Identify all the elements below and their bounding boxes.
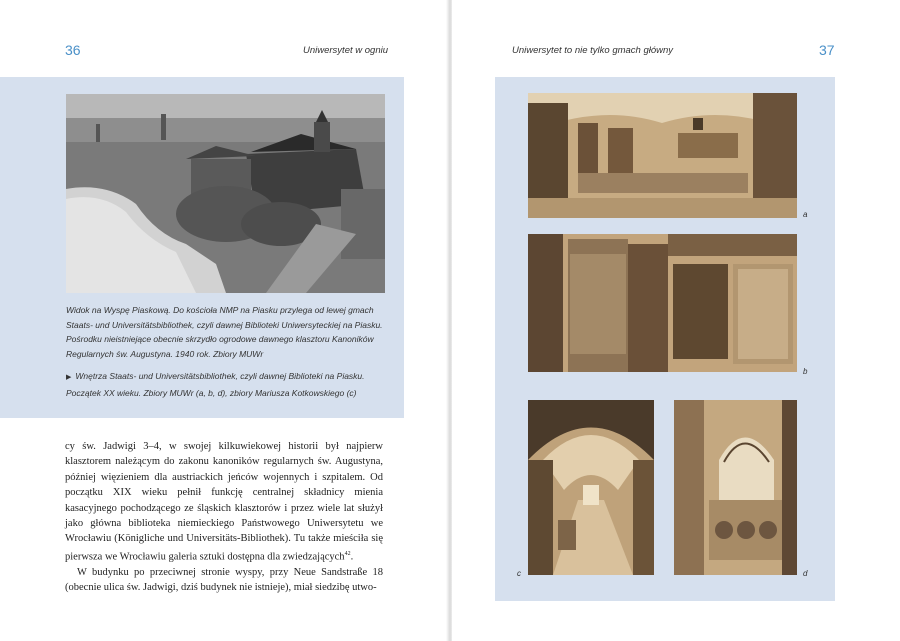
page-number-right: 37 (819, 42, 835, 58)
running-title-left: Uniwersytet w ogniu (303, 45, 389, 56)
body-text (65, 439, 383, 596)
photo-label-a: a (803, 210, 808, 219)
left-page (0, 0, 448, 641)
library-corridor-photo-c (528, 400, 654, 575)
body-paragraph: cy św. Jadwigi 3–4, w swojej kilkuwiekowej historii był najpierw klasztorem należącym do zakonu kanoników regularnych św. Augustyna, później więzieniem dla austriackich jeńców wojennych i szpitalem. Od początku XIX wieku pełnił funkcję centralnej składnicy mienia kasacyjnego pochodzącego ze śląskich klasztorów i przez wiele lat służył jako główna biblioteka niemieckiego Państwowego Uniwersytetu we Wrocławiu (Königliche und Universitäts-Bibliothek). Tu także mieściła się pierwsza we Wrocławiu galeria sztuki dostępna dla zwiedzających$^{42}$. (65, 441, 383, 563)
library-interior-photo-b (528, 234, 797, 372)
photo-label-b: b (803, 367, 808, 376)
figure-caption: Widok na Wyspę Piaskową. Do kościoła NMP na Piasku przylega od lewej gmach Staats- und Universitätsbibliothek, czyli dawnej Biblioteki Uniwersyteckiej na Piasku. Pośrodku nieistniejące obecnie skrzydło ogrodowe dawnego klasztoru Kanoników Regularnych św. Augustyna. 1940 rok. Zbiory MUWr (66, 305, 383, 359)
secondary-caption-text: Wnętrza Staats- und Universitätsbibliothek, czyli dawnej Biblioteki na Piasku. Początek XX wieku. Zbiory MUWr (a, b, d), zbiory Mariusza Kotkowskiego (c) (66, 371, 365, 398)
library-interior-photo-a (528, 93, 797, 218)
library-window-photo-d (674, 400, 797, 575)
secondary-caption (66, 369, 366, 400)
page-number-left: 36 (65, 42, 81, 58)
island-aerial-photo (66, 94, 385, 293)
photo-label-d: d (803, 569, 808, 578)
body-paragraph-2: W budynku po przeciwnej stronie wyspy, przy Neue Sandstraße 18 (obecnie ulica św. Jadwigi, dziś budynek nie istnieje), miał siedzibę utwo- (65, 566, 383, 594)
triangle-icon: ▶ (66, 374, 72, 381)
footnote-ref: 42 (344, 550, 351, 557)
right-page (452, 0, 900, 641)
running-title-right: Uniwersytet to nie tylko gmach główny (512, 45, 674, 56)
photo-label-c: c (517, 569, 521, 578)
body-paragraph-1: cy św. Jadwigi 3–4, w swojej kilkuwiekowej historii był najpierw klasztorem należącym do zakonu kanoników regularnych św. Augustyna, później więzieniem dla austriackich jeńców wojennych i szpitalem. Od początku XIX wieku pełnił funkcję centralnej składnicy mienia kasacyjnego pochodzącego ze śląskich klasztorów i przez wiele lat służył jako główna biblioteka niemieckiego Państwowego Uniwersytetu we Wrocławiu (Königliche und Universitäts-Bibliothek). Tu także mieściła się pierwsza we Wrocławiu galeria sztuki dostępna dla zwiedzających (65, 441, 383, 563)
